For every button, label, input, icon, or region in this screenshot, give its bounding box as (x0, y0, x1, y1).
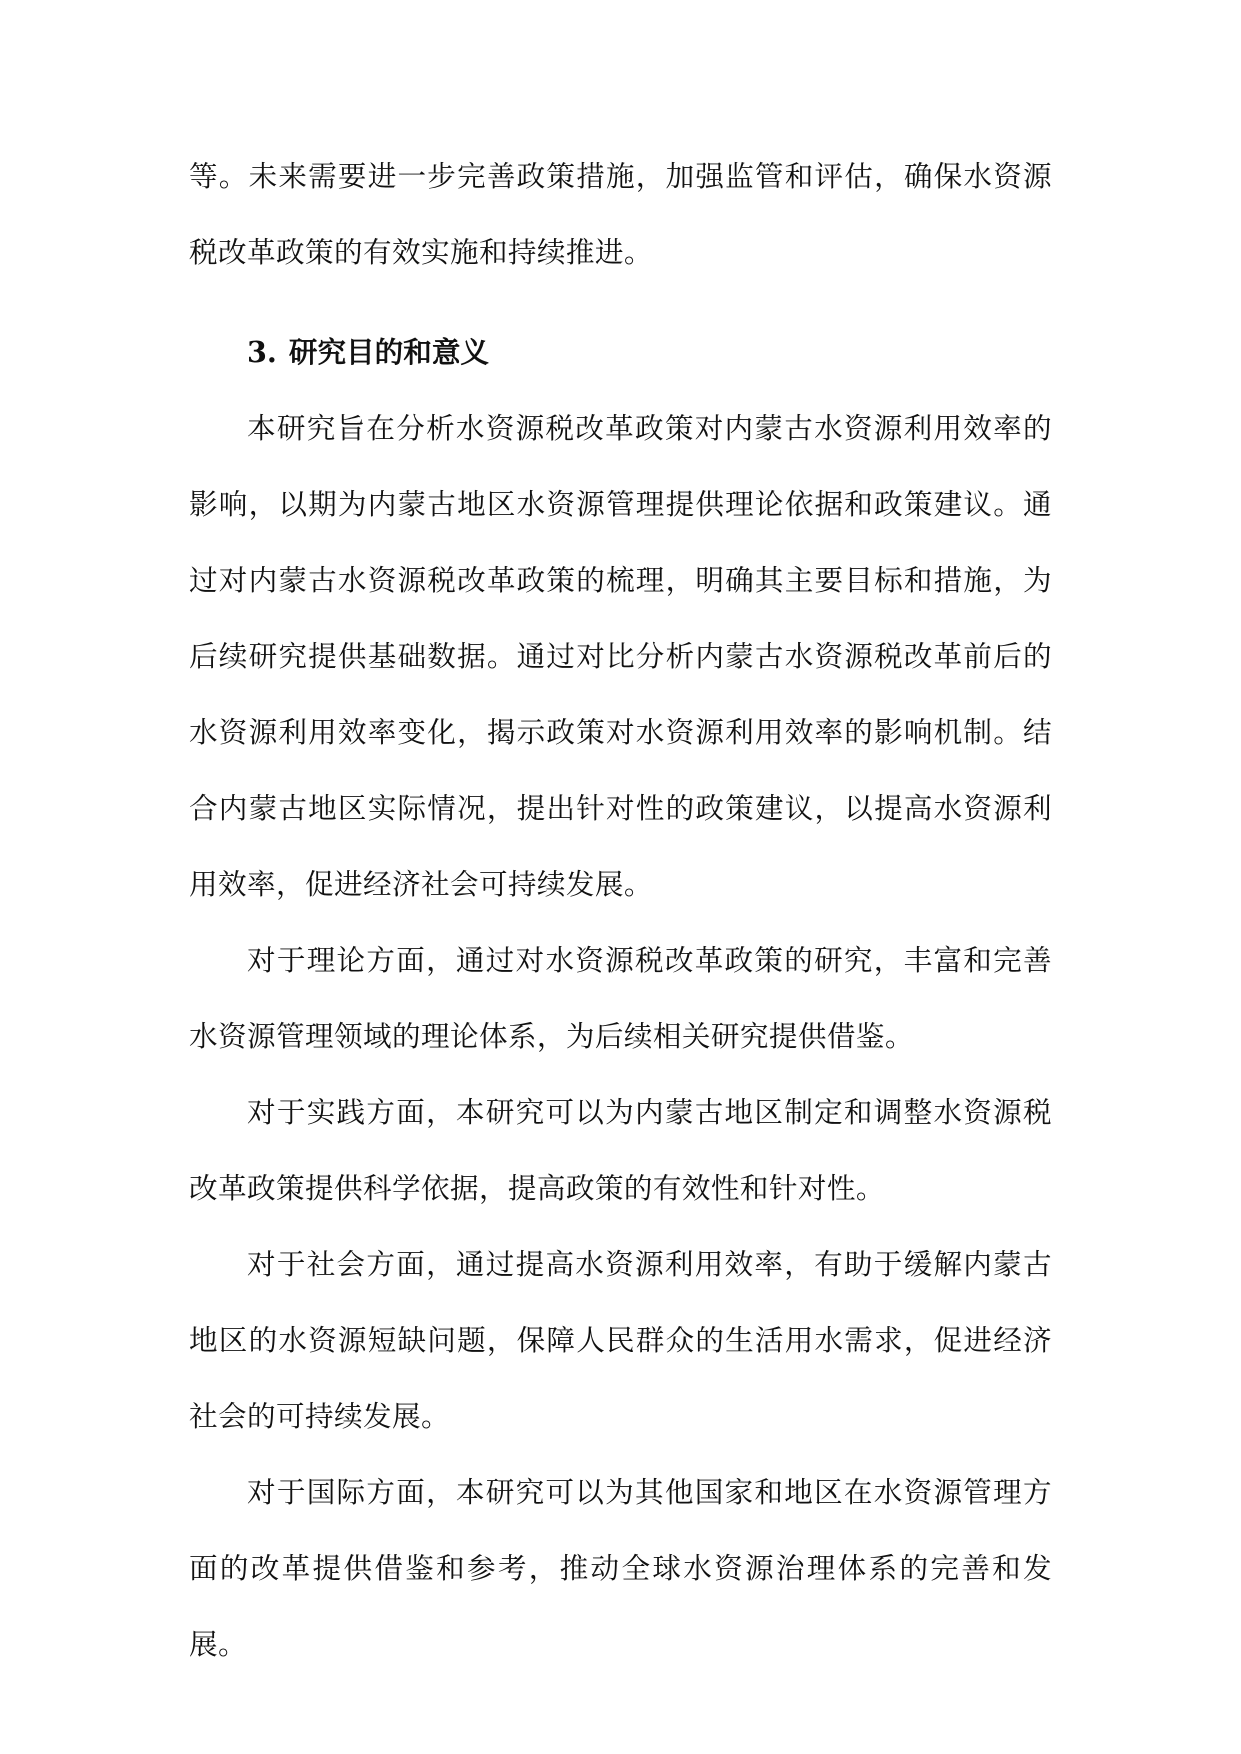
continued-paragraph: 等。未来需要进一步完善政策措施，加强监管和评估，确保水资源税改革政策的有效实施和持续推进。 (189, 159, 1052, 269)
paragraph-research-purpose: 本研究旨在分析水资源税改革政策对内蒙古水资源利用效率的影响，以期为内蒙古地区水资源管理提供理论依据和政策建议。通过对内蒙古水资源税改革政策的梳理，明确其主要目标和措施，为后续研究提供基础数据。通过对比分析内蒙古水资源税改革前后的水资源利用效率变化，揭示政策对水资源利用效率的影响机制。结合内蒙古地区实际情况，提出针对性的政策建议，以提高水资源利用效率，促进经济社会可持续发展。 (189, 411, 1052, 901)
section-title: 研究目的和意义 (288, 335, 490, 369)
paragraph-international: 对于国际方面，本研究可以为其他国家和地区在水资源管理方面的改革提供借鉴和参考，推动全球水资源治理体系的完善和发展。 (189, 1475, 1052, 1661)
page-content (189, 138, 1052, 1682)
paragraph-society: 对于社会方面，通过提高水资源利用效率，有助于缓解内蒙古地区的水资源短缺问题，保障人民群众的生活用水需求，促进经济社会的可持续发展。 (189, 1247, 1052, 1433)
section-number: 3. (247, 335, 277, 369)
section-heading (189, 314, 1052, 390)
paragraph-practice: 对于实践方面，本研究可以为内蒙古地区制定和调整水资源税改革政策提供科学依据，提高政策的有效性和针对性。 (189, 1095, 1052, 1205)
paragraph-theory: 对于理论方面，通过对水资源税改革政策的研究，丰富和完善水资源管理领域的理论体系，为后续相关研究提供借鉴。 (189, 943, 1052, 1053)
